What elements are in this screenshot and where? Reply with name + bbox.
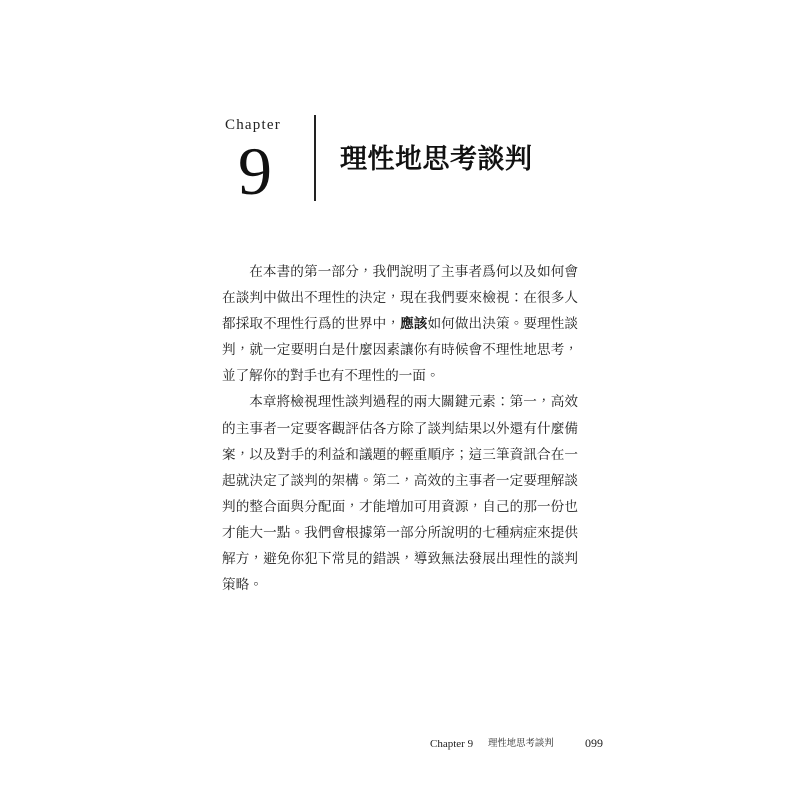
running-head-chapter: Chapter 9: [430, 738, 474, 750]
chapter-divider: [314, 115, 316, 201]
text-line: 才能大一點。我們會根據第一部分所說明的七種病症來提供: [222, 524, 578, 541]
text-line: 並了解你的對手也有不理性的一面。: [222, 368, 440, 385]
chapter-label: Chapter: [225, 117, 281, 133]
text-line: 判，就一定要明白是什麼因素讓你有時候會不理性地思考，: [222, 342, 578, 359]
text-line: 判的整合面與分配面，才能增加可用資源，自己的那一份也: [222, 498, 578, 515]
text-line: 的主事者一定要客觀評估各方除了談判結果以外還有什麼備: [222, 420, 578, 437]
chapter-title: 理性地思考談判: [340, 144, 533, 175]
text-segment: 都採取不理性行爲的世界中，: [222, 316, 401, 333]
page-number: 099: [585, 736, 603, 750]
paragraph-2: [222, 389, 578, 598]
text-segment: 如何做出決策。要理性談: [427, 316, 579, 333]
text-line: 起就決定了談判的架構。第二，高效的主事者一定要理解談: [222, 472, 578, 489]
paragraph-1: [222, 259, 578, 389]
chapter-number: 9: [238, 133, 272, 209]
text-line: 解方，避免你犯下常見的錯誤，導致無法發展出理性的談判: [222, 551, 578, 568]
text-line: 策略。: [222, 577, 263, 594]
text-line: 在本書的第一部分，我們說明了主事者爲何以及如何會: [249, 264, 578, 280]
body-text: [222, 259, 578, 598]
emphasis-text: 應該: [400, 316, 428, 333]
text-line: 本章將檢視理性談判過程的兩大關鍵元素：第一，高效: [249, 394, 578, 411]
text-line: 案，以及對手的利益和議題的輕重順序；這三筆資訊合在一: [222, 446, 578, 463]
text-line: [222, 311, 578, 337]
text-line: 在談判中做出不理性的決定，現在我們要來檢視：在很多人: [222, 290, 578, 307]
running-head-title: 理性地思考談判: [488, 738, 554, 749]
